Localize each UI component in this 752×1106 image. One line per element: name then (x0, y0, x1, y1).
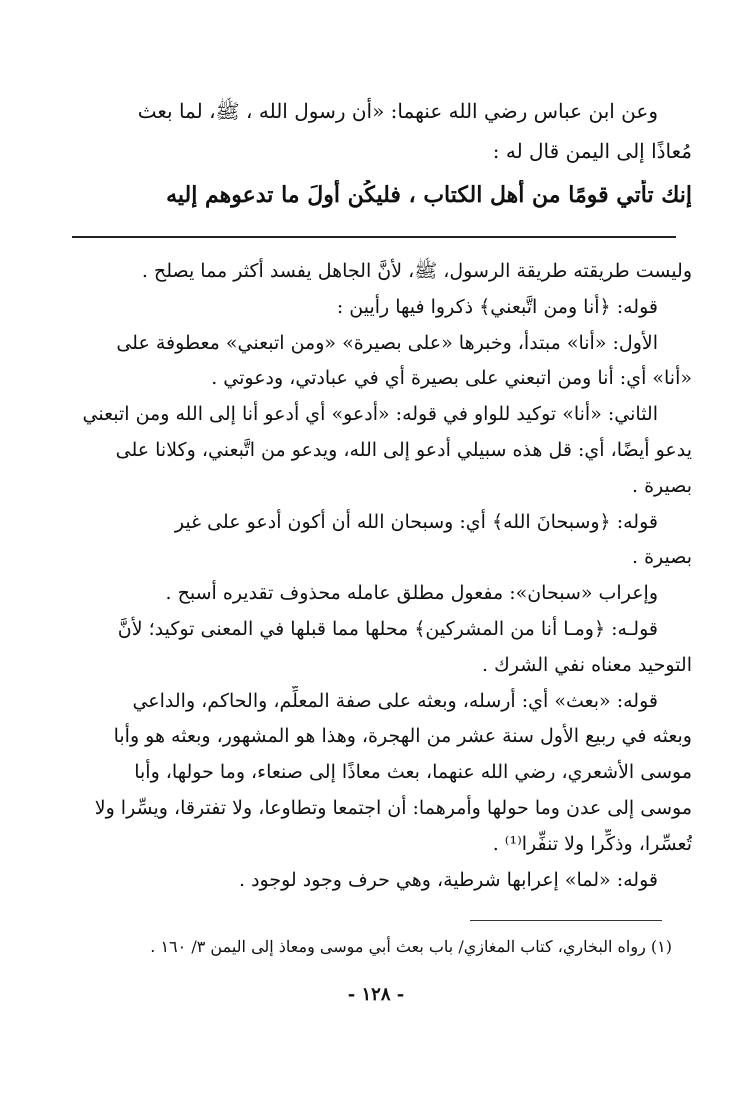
body-line: قوله: «بعث» أي: أرسله، وبعثه على صفة المعلِّم، والحاكم، والداعي (132, 689, 658, 712)
body-line: موسى الأشعري، رضي الله عنهما، بعث معاذًا إلى صنعاء، وما حولها، وأبا (134, 761, 692, 784)
body-line: قوله: ﴿وسبحانَ الله﴾ أي: وسبحان الله أن أكون أدعو على غير (174, 510, 658, 533)
footnote-divider (470, 920, 662, 921)
section-divider (72, 236, 676, 238)
body-line: قوله: ﴿أنا ومن اتَّبعني﴾ ذكروا فيها رأيين : (336, 295, 658, 318)
body-line: «أنا» أي: أنا ومن اتبعني على بصيرة أي في عبادتي، ودعوتي . (211, 367, 692, 390)
intro-line-2: مُعاذًا إلى اليمن قال له : (492, 139, 692, 163)
hadith-heading: إنك تأتي قومًا من أهل الكتاب ، فليكُن أولَ ما تدعوهم إليه (166, 182, 692, 208)
body-line: وإعراب «سبحان»: مفعول مطلق عامله محذوف تقديره أسبح . (165, 582, 658, 605)
body-line: وليست طريقته طريقة الرسول، ﷺ، لأنَّ الجاهل يفسد أكثر مما يصلح . (141, 260, 692, 282)
body-line: يدعو أيضًا، أي: قل هذه سبيلي أدعو إلى الله، ويدعو من اتَّبعني، وكلانا على (115, 439, 692, 461)
body-line: تُعسِّرا، وذكِّرا ولا تنفِّرا⁽¹⁾ . (492, 832, 692, 855)
intro-line-1: وعن ابن عباس رضي الله عنهما: «أن رسول الله ، ﷺ، لما بعث (137, 99, 658, 123)
body-line: قوله: «لما» إعرابها شرطية، وهي حرف وجود لوجود . (238, 868, 658, 891)
body-line: قولـه: ﴿ومـا أنا من المشركين﴾ محلها مما قبلها في المعنى توكيد؛ لأنَّ (117, 618, 658, 640)
body-line: موسى إلى عدن وما حولها وأمرهما: أن اجتمعا وتطاوعا، ولا تفترقا، ويسِّرا ولا (94, 797, 692, 819)
footnote: (١) رواه البخاري، كتاب المغازي/ باب بعث أبي موسى ومعاذ إلى اليمن ٣/ ١٦٠ . (150, 937, 672, 956)
page-number: - ١٢٨ - (347, 984, 405, 1005)
body-line: وبعثه في ربيع الأول سنة عشر من الهجرة، وهذا هو المشهور، وبعثه هو وأبا (113, 725, 692, 748)
body-line: بصيرة . (631, 546, 692, 569)
body-line: الثاني: «أنا» توكيد للواو في قوله: «أدعو» أي أدعو أنا إلى الله ومن اتبعني (82, 403, 658, 426)
body-line: بصيرة . (631, 474, 692, 497)
body-line: الأول: «أنا» مبتدأ، وخبرها «على بصيرة» «ومن اتبعني» معطوفة على (116, 331, 658, 354)
body-line: التوحيد معناه نفي الشرك . (482, 653, 692, 676)
